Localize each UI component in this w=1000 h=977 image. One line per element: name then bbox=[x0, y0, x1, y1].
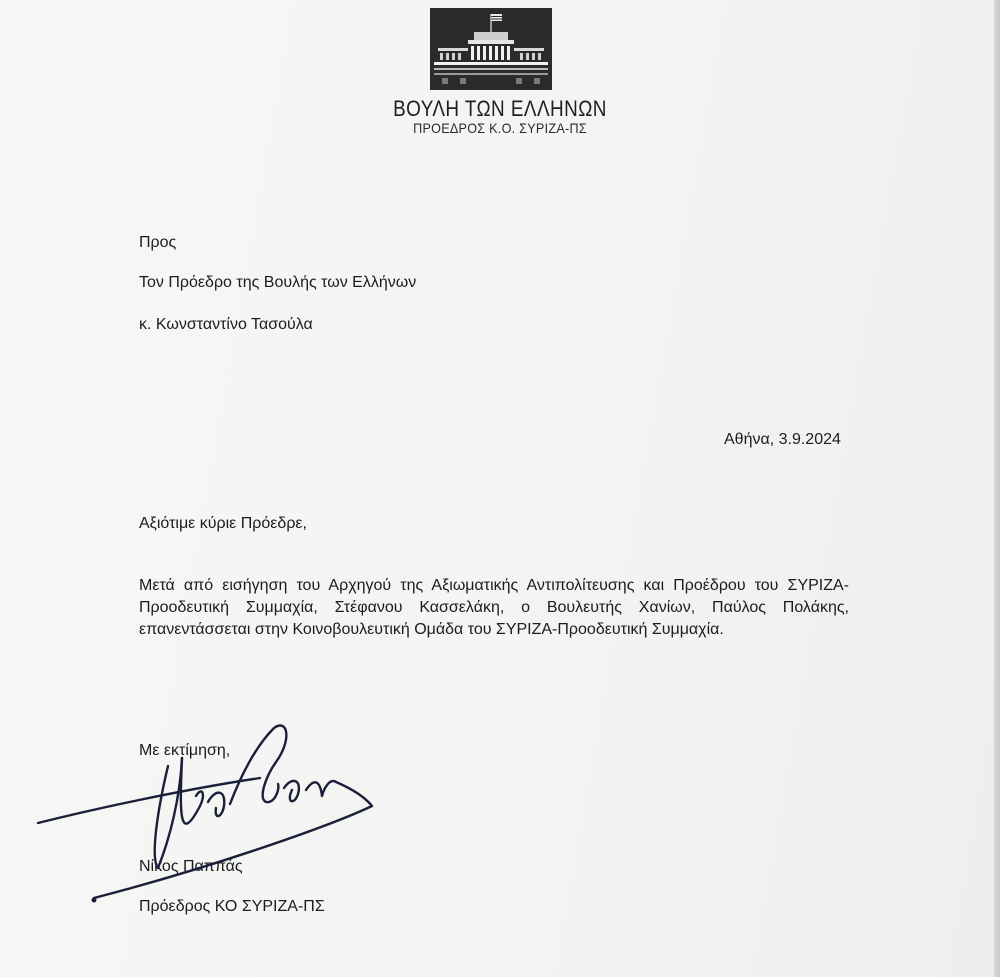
place-date: Αθήνα, 3.9.2024 bbox=[724, 431, 841, 448]
closing: Με εκτίμηση, bbox=[139, 742, 231, 759]
letter-body: Μετά από εισήγηση του Αρχηγού της Αξιωματικής Αντιπολίτευσης και Προέδρου του ΣΥΡΙΖΑ-Προοδευτική Συμμαχία, Στέφανου Κασσελάκη, ο Βουλευτής Χανίων, Παύλος Πολάκης, επανεντάσσεται στην Κοινοβουλευτική Ομάδα του ΣΥΡΙΖΑ-Προοδευτική Συμμαχία. bbox=[139, 577, 849, 638]
recipient-title: Τον Πρόεδρο της Βουλής των Ελλήνων bbox=[139, 274, 417, 291]
letterhead-institution: ΒΟΥΛΗ ΤΩΝ ΕΛΛΗΝΩΝ bbox=[393, 96, 607, 121]
paper-edge-shadow bbox=[994, 0, 1000, 977]
recipient-to: Προς bbox=[139, 234, 177, 251]
recipient-name: κ. Κωνσταντίνο Τασούλα bbox=[139, 316, 313, 333]
letterhead-office: ΠΡΟΕΔΡΟΣ Κ.Ο. ΣΥΡΙΖΑ-ΠΣ bbox=[413, 120, 587, 136]
salutation: Αξιότιμε κύριε Πρόεδρε, bbox=[139, 515, 307, 532]
signatory-name: Νίκος Παππάς bbox=[139, 858, 243, 875]
signatory-title: Πρόεδρος ΚΟ ΣΥΡΙΖΑ-ΠΣ bbox=[139, 898, 325, 915]
handwritten-signature bbox=[30, 718, 390, 918]
parliament-building-icon bbox=[430, 8, 552, 90]
